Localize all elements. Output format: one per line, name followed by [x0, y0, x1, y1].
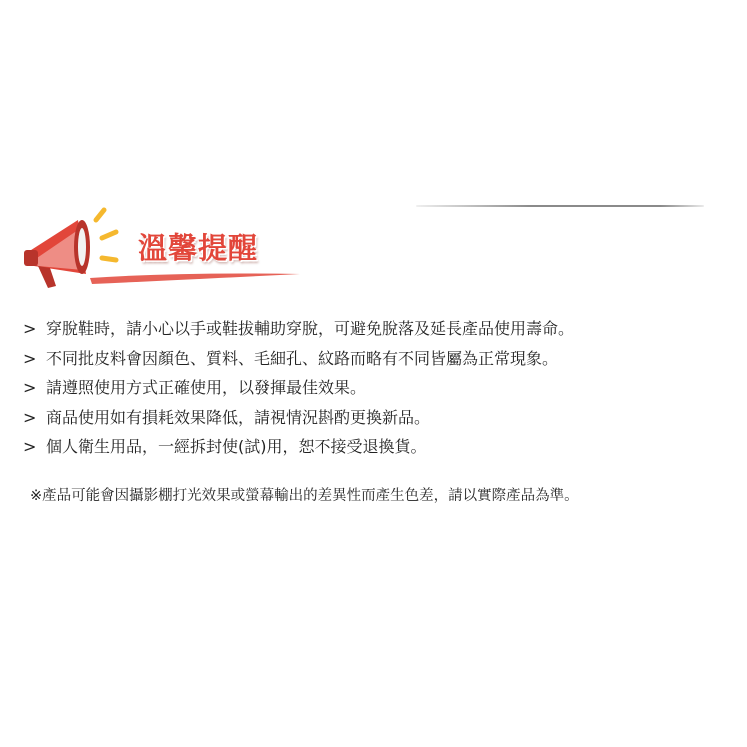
- list-item: [23, 432, 574, 462]
- list-item: [23, 344, 574, 374]
- title-underline: [90, 274, 300, 285]
- note-text: 商品使用如有損耗效果降低，請視情況斟酌更換新品。: [46, 407, 431, 427]
- megaphone-icon: [24, 220, 90, 288]
- disclaimer-text: ※產品可能會因攝影棚打光效果或螢幕輸出的差異性而產生色差，請以實際產品為準。: [30, 488, 579, 504]
- bullet-marker: >: [23, 437, 37, 457]
- page-title: 溫馨提醒: [138, 231, 259, 265]
- list-item: [23, 403, 574, 433]
- note-text: 不同批皮料會因顏色、質料、毛細孔、紋路而略有不同皆屬為正常現象。: [46, 348, 559, 368]
- note-text: 請遵照使用方式正確使用，以發揮最佳效果。: [46, 378, 367, 398]
- bullet-marker: >: [23, 319, 37, 338]
- bullet-marker: >: [23, 407, 37, 427]
- note-text: 個人衛生用品，一經拆封使(試)用，恕不接受退換貨。: [46, 437, 427, 457]
- notes-list: [23, 314, 574, 462]
- bullet-marker: >: [23, 378, 37, 398]
- list-item: [23, 314, 574, 344]
- bullet-marker: >: [23, 348, 37, 368]
- list-item: [23, 373, 574, 403]
- sound-rays-icon: [96, 210, 116, 260]
- divider-line: [416, 205, 704, 207]
- note-text: 穿脫鞋時，請小心以手或鞋拔輔助穿脫，可避免脫落及延長產品使用壽命。: [46, 319, 575, 338]
